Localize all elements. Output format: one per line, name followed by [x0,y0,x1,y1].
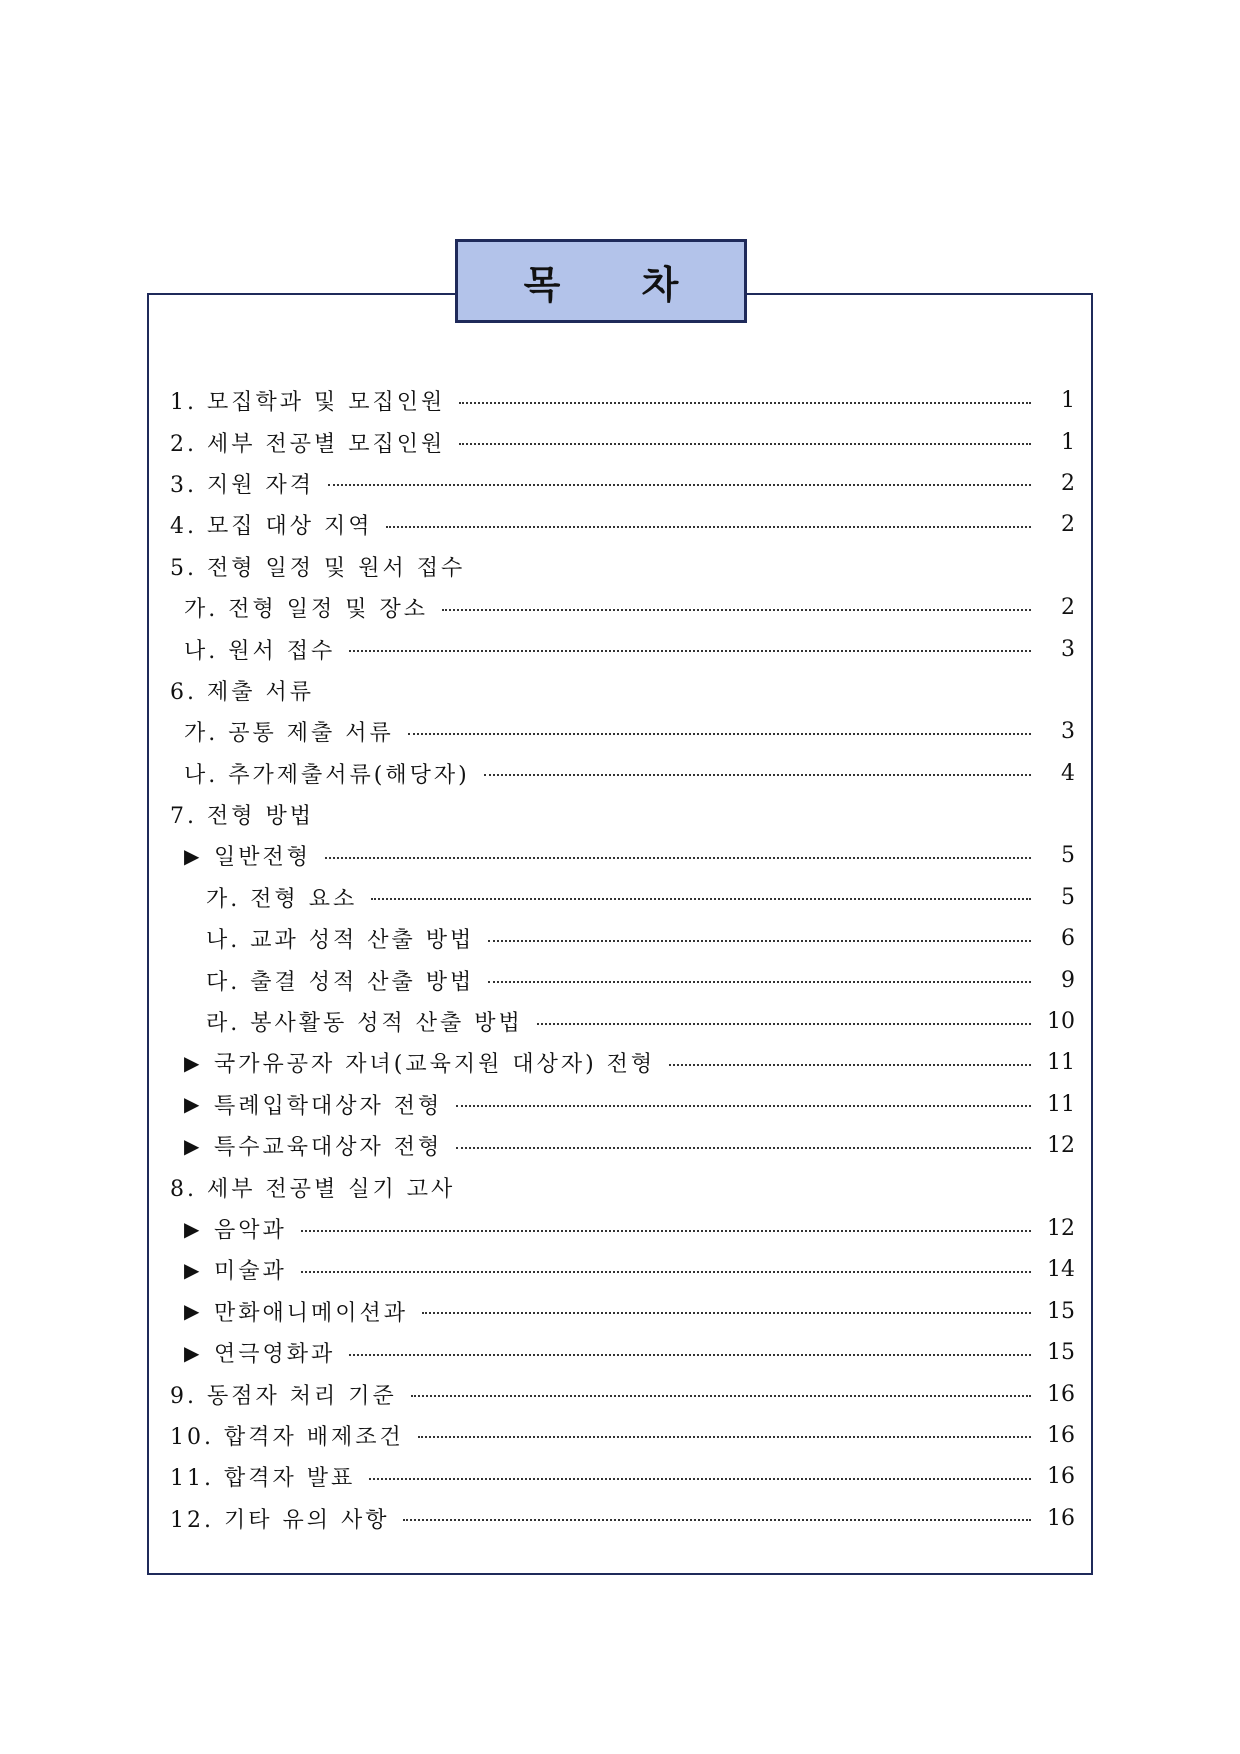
toc-entry[interactable] [170,877,1075,918]
toc-entry-label: 가. 공통 제출 서류 [184,721,394,747]
bullet-arrow-icon: ▶ [184,1092,203,1117]
toc-entry-page: 6 [1061,926,1075,952]
bullet-arrow-icon: ▶ [184,1050,203,1075]
toc-entry-page: 5 [1061,843,1075,869]
dot-leader [459,443,1031,445]
toc-entry-page: 14 [1047,1257,1075,1283]
toc-entry-page: 12 [1047,1133,1075,1159]
toc-entry[interactable] [170,918,1075,959]
dot-leader [459,402,1031,404]
toc-entry[interactable] [170,1208,1075,1249]
toc-entry[interactable] [170,380,1075,421]
toc-entry-page: 12 [1047,1216,1075,1241]
toc-entry-label: 나. 원서 접수 [184,638,336,664]
toc-entry-label: 2. 세부 전공별 모집인원 [170,431,446,457]
dot-leader [369,1478,1031,1480]
dot-leader [442,609,1031,611]
toc-entry[interactable] [170,628,1075,669]
dot-leader [325,857,1031,859]
dot-leader [488,940,1031,942]
toc-entry[interactable] [170,1291,1075,1332]
toc-entry[interactable] [170,1373,1075,1414]
toc-entry-page: 10 [1047,1009,1075,1035]
toc-entry-label: 미술과 [214,1259,287,1285]
toc-entry-label: 음악과 [214,1218,287,1243]
toc-entry-label: 나. 추가제출서류(해당자) [184,762,470,788]
dot-leader [411,1395,1031,1397]
toc-entry-label: 가. 전형 요소 [206,886,358,912]
toc-entry-label: 특례입학대상자 전형 [214,1093,443,1119]
toc-entry-label: 다. 출결 성적 산출 방법 [206,969,475,995]
toc-entry[interactable] [170,1166,1075,1207]
toc-entry-label: 라. 봉사활동 성적 산출 방법 [206,1011,523,1037]
toc-entry-label: 7. 전형 방법 [170,804,314,830]
toc-entry[interactable] [170,1332,1075,1373]
toc-entry-label: 국가유공자 자녀(교육지원 대상자) 전형 [214,1052,656,1078]
dot-leader [537,1023,1031,1025]
toc-entry[interactable] [170,463,1075,504]
toc-entry-label: 4. 모집 대상 지역 [170,514,373,540]
toc-entry-page: 1 [1061,429,1075,455]
toc-entry-label: 만화애니메이션과 [214,1300,409,1326]
toc-entry-label: 10. 합격자 배제조건 [170,1424,404,1450]
toc-entry-label: 9. 동점자 처리 기준 [170,1383,397,1409]
toc-entry-label: 3. 지원 자격 [170,472,314,498]
toc-entry-page: 11 [1047,1050,1075,1076]
dot-leader [484,774,1031,776]
toc-entry[interactable] [170,1125,1075,1166]
dot-leader [328,484,1031,486]
dot-leader [456,1147,1031,1149]
dot-leader [301,1230,1031,1232]
dot-leader [403,1519,1031,1521]
toc-entry[interactable] [170,1084,1075,1125]
bullet-arrow-icon: ▶ [184,1216,203,1241]
toc-entry-page: 2 [1061,512,1075,538]
toc-entry-label: 11. 합격자 발표 [170,1466,356,1492]
toc-entry[interactable] [170,587,1075,628]
bullet-arrow-icon: ▶ [184,1133,203,1158]
toc-entry-label: 가. 전형 일정 및 장소 [184,597,428,623]
toc-entry-page: 3 [1061,719,1075,745]
toc-title: 목 차 [523,261,713,307]
toc-entry[interactable] [170,1415,1075,1456]
dot-leader [408,733,1031,735]
toc-entry[interactable] [170,670,1075,711]
toc-entry-page: 16 [1047,1381,1075,1407]
toc-entry[interactable] [170,959,1075,1000]
dot-leader [669,1064,1031,1066]
toc-entry[interactable] [170,421,1075,462]
toc-entry[interactable] [170,794,1075,835]
toc-entry-page: 5 [1061,884,1075,910]
toc-entry-page: 16 [1047,1422,1075,1448]
dot-leader [349,650,1031,652]
toc-entry-label: 나. 교과 성적 산출 방법 [206,928,475,954]
toc-entry-label: 12. 기타 유의 사항 [170,1507,390,1533]
toc-entry-page: 16 [1047,1505,1075,1531]
bullet-arrow-icon: ▶ [184,843,203,868]
dot-leader [418,1436,1031,1438]
toc-entry[interactable] [170,753,1075,794]
toc-entry-page: 2 [1061,595,1075,621]
bullet-arrow-icon: ▶ [184,1340,203,1365]
dot-leader [349,1354,1031,1356]
toc-entry[interactable] [170,1456,1075,1497]
toc-entry-page: 4 [1061,760,1075,786]
toc-list [170,380,1075,1539]
dot-leader [371,898,1031,900]
toc-entry[interactable] [170,1498,1075,1539]
bullet-arrow-icon: ▶ [184,1299,203,1324]
toc-entry-page: 2 [1061,470,1075,496]
dot-leader [386,526,1031,528]
toc-entry[interactable] [170,711,1075,752]
toc-entry-label: 특수교육대상자 전형 [214,1135,443,1161]
toc-entry-page: 1 [1061,388,1075,414]
dot-leader [456,1105,1031,1107]
toc-entry-label: 5. 전형 일정 및 원서 접수 [170,555,466,581]
toc-entry-page: 15 [1047,1298,1075,1324]
toc-entry-label: 연극영화과 [214,1342,336,1368]
toc-entry-label: 6. 제출 서류 [170,679,314,705]
toc-entry[interactable] [170,504,1075,545]
toc-entry[interactable] [170,1001,1075,1042]
toc-entry-page: 3 [1061,636,1075,662]
toc-title-box [455,239,747,323]
toc-entry[interactable] [170,1249,1075,1290]
toc-entry-label: 8. 세부 전공별 실기 고사 [170,1176,456,1202]
dot-leader [422,1312,1031,1314]
bullet-arrow-icon: ▶ [184,1257,203,1282]
toc-entry[interactable] [170,1042,1075,1083]
toc-entry-label: 일반전형 [214,845,312,871]
toc-entry-page: 11 [1047,1091,1075,1117]
toc-entry-label: 1. 모집학과 및 모집인원 [170,390,446,416]
toc-entry-page: 16 [1047,1464,1075,1490]
toc-entry[interactable] [170,835,1075,876]
toc-entry[interactable] [170,546,1075,587]
toc-entry-page: 15 [1047,1340,1075,1366]
toc-entry-page: 9 [1061,967,1075,993]
dot-leader [488,981,1031,983]
dot-leader [301,1271,1031,1273]
